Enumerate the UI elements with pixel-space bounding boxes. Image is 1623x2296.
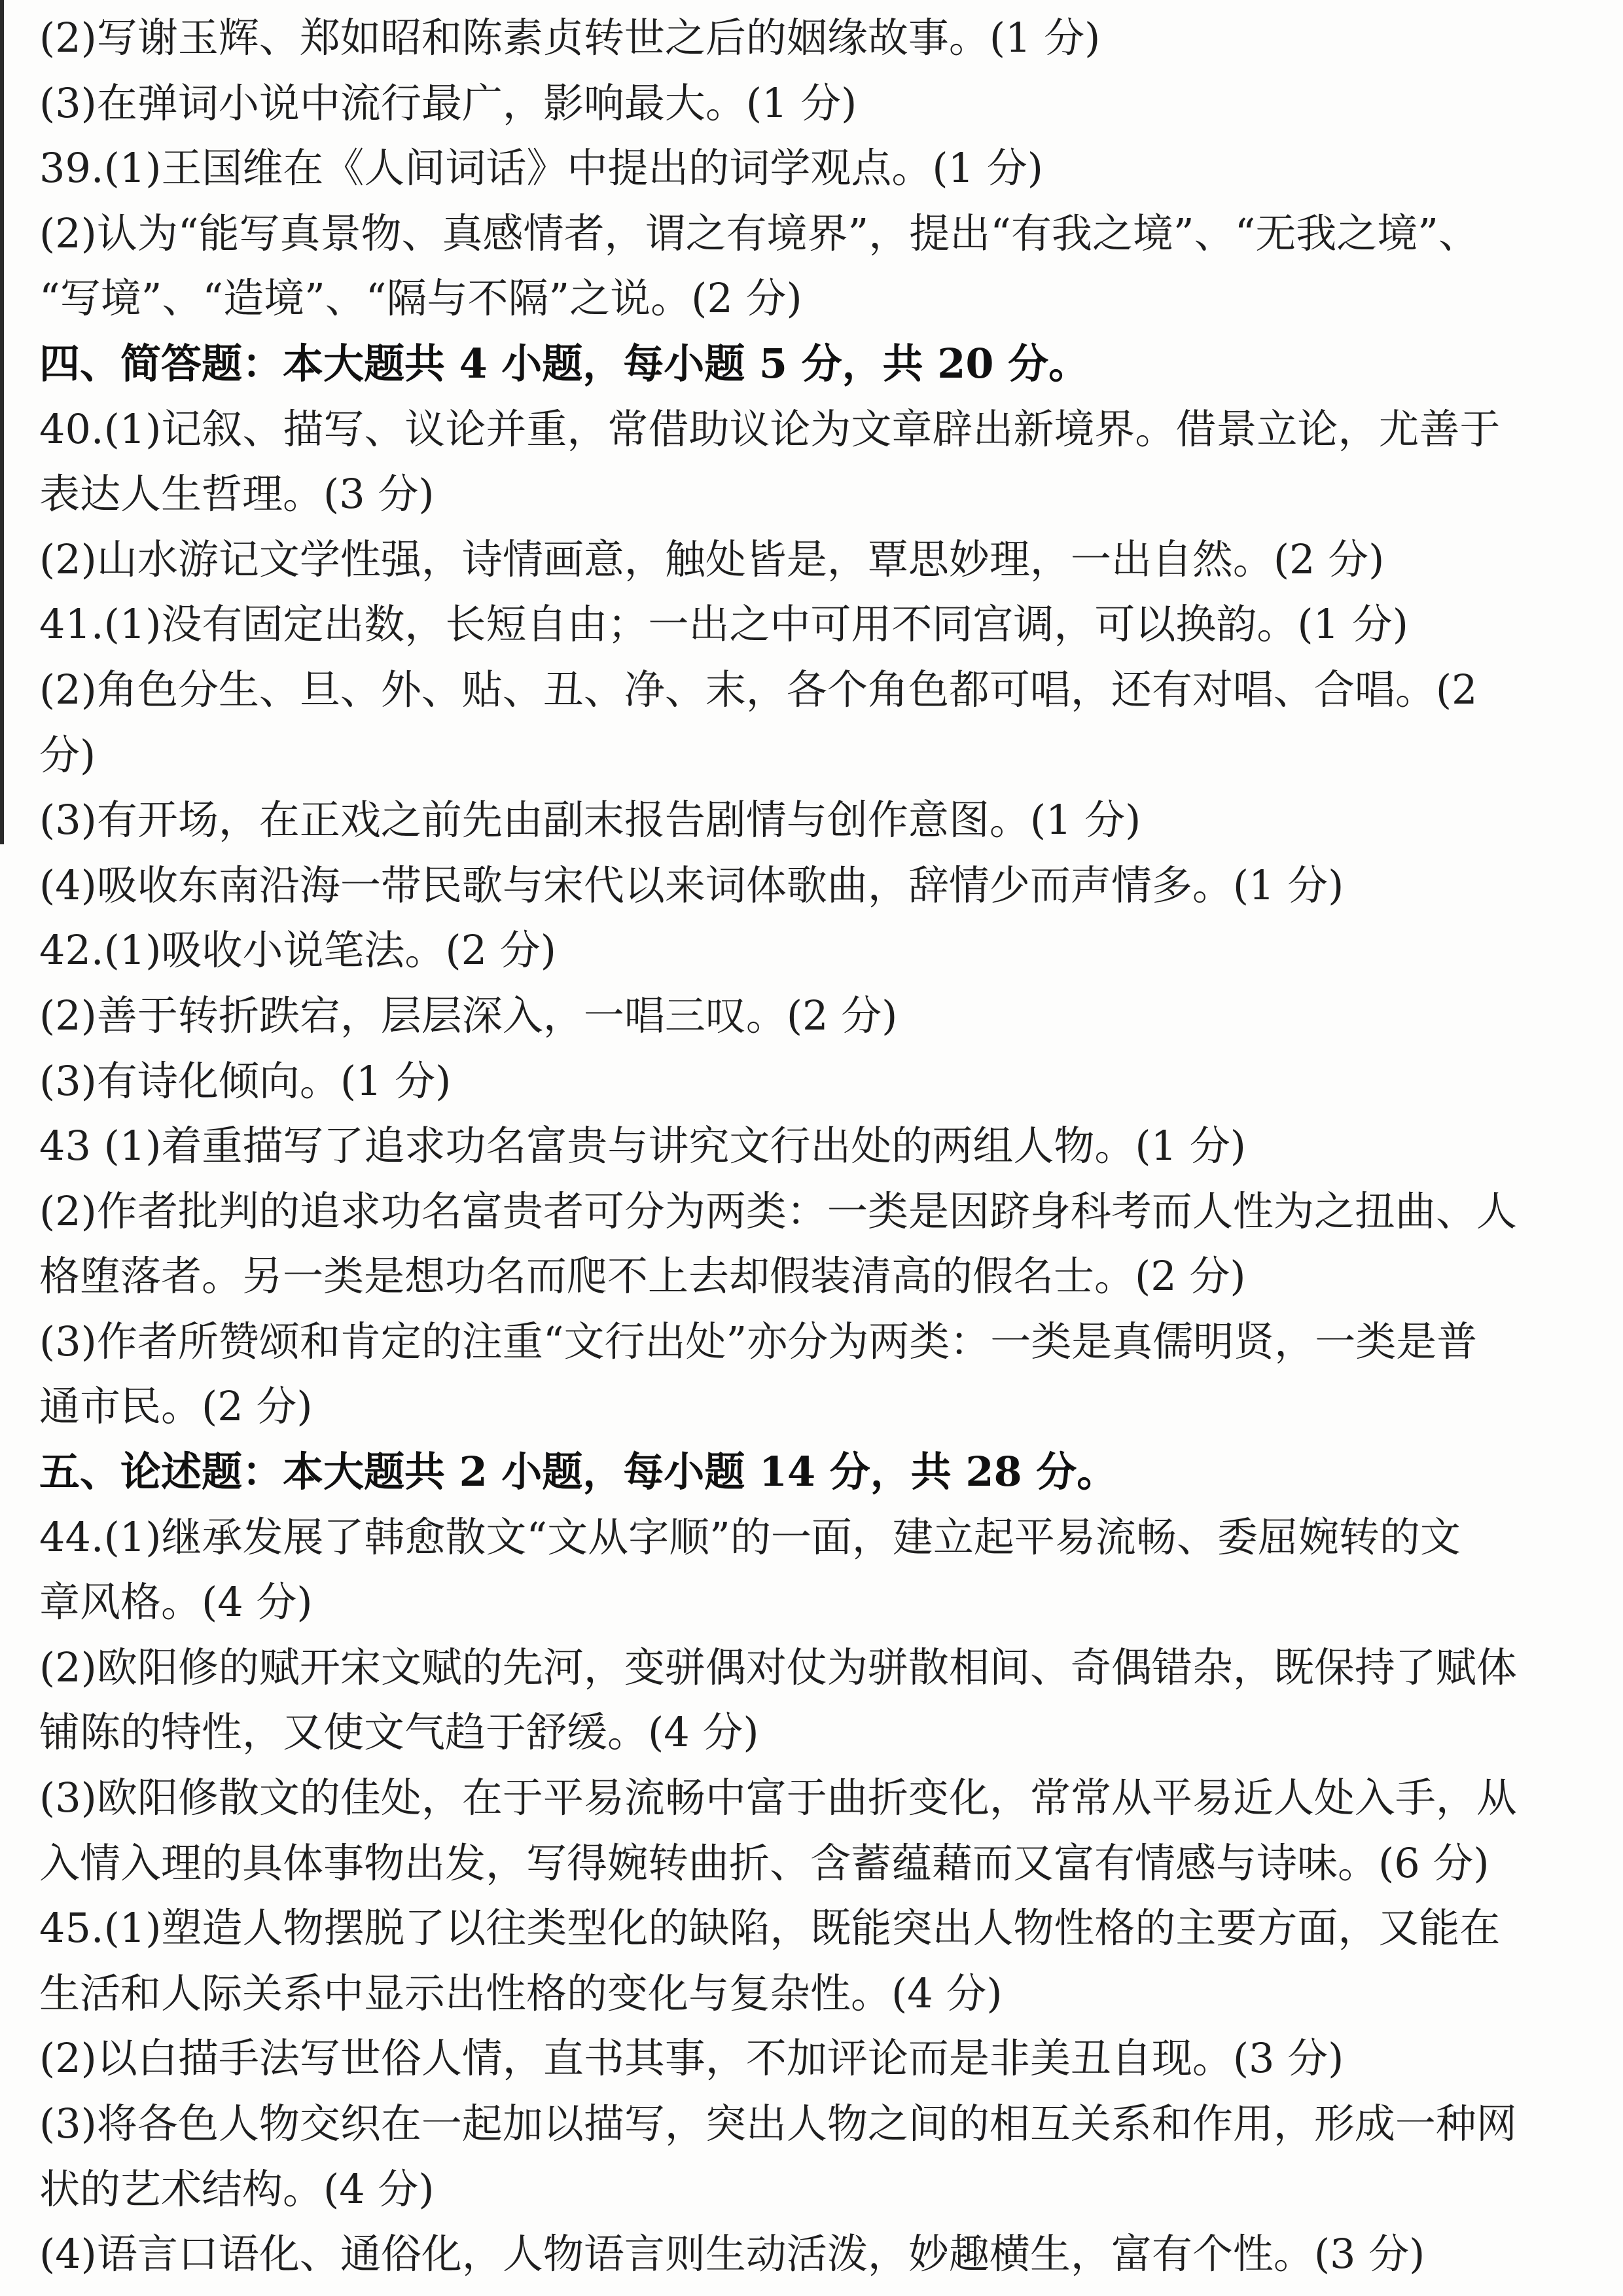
answer-line: (3)有开场，在正戏之前先由副末报告剧情与创作意图。(1 分) xyxy=(39,796,1141,844)
answer-line: 分) xyxy=(39,730,96,779)
answer-line: (3)欧阳修散文的佳处，在于平易流畅中富于曲折变化，常常从平易近人处入手，从 xyxy=(39,1774,1517,1822)
answer-line: 表达人生哲理。(3 分) xyxy=(39,470,435,518)
answer-line: 43 (1)着重描写了追求功名富贵与讲究文行出处的两组人物。(1 分) xyxy=(39,1122,1246,1170)
answer-line: 40.(1)记叙、描写、议论并重，常借助议论为文章辟出新境界。借景立论，尤善于 xyxy=(39,404,1501,453)
answer-line: (3)作者所赞颂和肯定的注重“文行出处”亦分为两类：一类是真儒明贤，一类是普 xyxy=(39,1317,1478,1365)
answer-line: (2)欧阳修的赋开宋文赋的先河，变骈偶对仗为骈散相间、奇偶错杂，既保持了赋体 xyxy=(39,1643,1517,1691)
answer-line: 45.(1)塑造人物摆脱了以往类型化的缺陷，既能突出人物性格的主要方面，又能在 xyxy=(39,1904,1501,1952)
answer-line: (2)善于转折跌宕，层层深入，一唱三叹。(2 分) xyxy=(39,991,898,1039)
answer-line: 44.(1)继承发展了韩愈散文“文从字顺”的一面，建立起平易流畅、委屈婉转的文 xyxy=(39,1513,1461,1561)
answer-line: 入情入理的具体事物出发，写得婉转曲折、含蓄蕴藉而又富有情感与诗味。(6 分) xyxy=(39,1839,1489,1887)
section-heading: 四、简答题：本大题共 4 小题，每小题 5 分，共 20 分。 xyxy=(39,339,1090,387)
answer-line: 生活和人际关系中显示出性格的变化与复杂性。(4 分) xyxy=(39,1969,1003,2017)
section-heading: 五、论述题：本大题共 2 小题，每小题 14 分，共 28 分。 xyxy=(39,1448,1118,1496)
margin-rule xyxy=(0,0,4,844)
answer-line: (3)将各色人物交织在一起加以描写，突出人物之间的相互关系和作用，形成一种网 xyxy=(39,2100,1517,2147)
answer-line: “写境”、“造境”、“隔与不隔”之说。(2 分) xyxy=(39,274,802,323)
answer-line: (3)有诗化倾向。(1 分) xyxy=(39,1056,452,1105)
answer-line: 通市民。(2 分) xyxy=(39,1382,313,1431)
answer-line: 格堕落者。另一类是想功名而爬不上去却假装清高的假名士。(2 分) xyxy=(39,1252,1246,1300)
answer-line: 41.(1)没有固定出数，长短自由；一出之中可用不同宫调，可以换韵。(1 分) xyxy=(39,600,1408,649)
answer-line: (2)认为“能写真景物、真感情者，谓之有境界”，提出“有我之境”、“无我之境”、 xyxy=(39,209,1480,257)
answer-line: (2)作者批判的追求功名富贵者可分为两类：一类是因跻身科考而人性为之扭曲、人 xyxy=(39,1187,1517,1235)
answer-line: 铺陈的特性，又使文气趋于舒缓。(4 分) xyxy=(39,1708,759,1757)
answer-line: (3)在弹词小说中流行最广，影响最大。(1 分) xyxy=(39,79,857,127)
answer-line: (2)以白描手法写世俗人情，直书其事，不加评论而是非美丑自现。(3 分) xyxy=(39,2034,1344,2083)
answer-line: 42.(1)吸收小说笔法。(2 分) xyxy=(39,926,556,975)
answer-line: 状的艺术结构。(4 分) xyxy=(39,2164,435,2213)
answer-line: (2)角色分生、旦、外、贴、丑、净、末，各个角色都可唱，还有对唱、合唱。(2 xyxy=(39,665,1478,713)
answer-line: (4)吸收东南沿海一带民歌与宋代以来词体歌曲，辞情少而声情多。(1 分) xyxy=(39,861,1344,909)
answer-line: (2)写谢玉辉、郑如昭和陈素贞转世之后的姻缘故事。(1 分) xyxy=(39,14,1101,62)
answer-line: (4)语言口语化、通俗化，人物语言则生动活泼，妙趣横生，富有个性。(3 分) xyxy=(39,2230,1425,2278)
answer-text-body xyxy=(39,5,1584,2287)
answer-line: (2)山水游记文学性强，诗情画意，触处皆是，覃思妙理，一出自然。(2 分) xyxy=(39,535,1385,583)
answer-line: 章风格。(4 分) xyxy=(39,1578,313,1626)
answer-line: 39.(1)王国维在《人间词话》中提出的词学观点。(1 分) xyxy=(39,144,1043,192)
